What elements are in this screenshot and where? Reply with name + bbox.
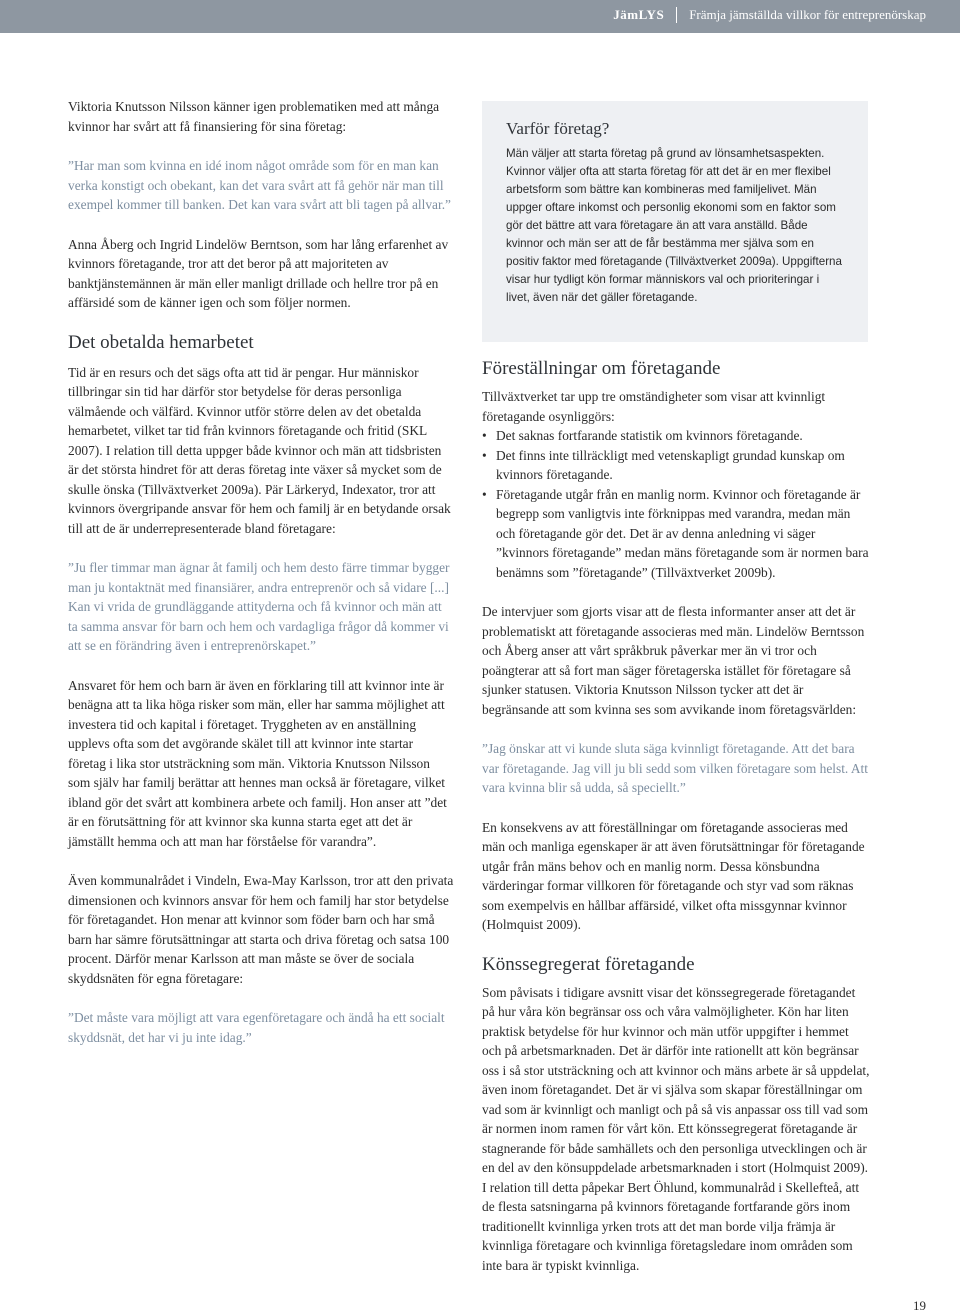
right-column: [482, 357, 870, 1275]
paragraph: Tillväxtverket tar upp tre omständigheter som visar att kvinnligt företagande osynliggörs:: [482, 389, 826, 424]
bullet-list: [482, 426, 870, 582]
paragraph: En konsekvens av att föreställningar om företagande associeras med män och manliga egenskaper är att även förutsättningar för företagande utgår från mäns behov och en manlig norm. Dessa könsbundna värderingar formar villkoren för företagande och styr vad som räknas som exempelvis en hållbar affärsidé, vilket ofta missgynnar kvinnor (Holmquist 2009).: [482, 819, 865, 932]
info-box-title: Varför företag?: [506, 119, 610, 138]
section-heading-hemarbete: Det obetalda hemarbetet: [68, 331, 254, 353]
paragraph: De intervjuer som gjorts visar att de flesta informanter anser att det är problematiskt att företagande associeras med män. Lindelöw Berntsson och Åberg anser att vårt språkbruk påverkar mer än vi tror och poängterar att så fort man säger företagerska istället för företagare så sjunker statusen. Viktoria Knutsson Nilsson tycker att det är begränsande att som kvinna ses som avvikande inom företagsvärlden:: [482, 604, 865, 717]
brand-label: JämLYS: [613, 7, 665, 22]
info-box: [482, 101, 868, 342]
paragraph: Ansvaret för hem och barn är även en förklaring till att kvinnor inte är benägna att ta lika höga risker som män, eller har samma möjlighet att investera tid och kapital i företaget. Tryggheten av en anställning upplevs ofta som det avgörande skälet till att kvinnor inte startar företag i lika stor utsträckning som män. Viktoria Knutsson Nilsson som själv har familj berättar att hennes man också är företagare, vilket ibland gör det svårt att kombinera arbete och familj. Hon anser att ”det är en förutsättning för att kvinnor ska kunna starta eget att det är jämställt hemma och att man har förståelse för varandra”.: [68, 677, 447, 849]
quote: ”Ju fler timmar man ägnar åt familj och hem desto färre timmar bygger man ju kontaktnät med finansiärer, andra entreprenör och så vidare [...] Kan vi vrida de grundläggande attityderna och få kvinnor och män att ta samma ansvar för barn och hem och vardagliga frågor då kommer vi att se en förändring även i entreprenörskapet.”: [68, 560, 450, 653]
section-heading-konssegregerat: Könssegregerat företagande: [482, 953, 695, 975]
list-item: • Företagande utgår från en manlig norm. Kvinnor och företagande är begrepp som vanligtvis inte förknippas med varandra, medan män och företagande gör det. Det är av denna anledning vi säger ”kvinnors företagande” medan mäns företagande som är normen bara benämns som ”företagande” (Tillväxtverket 2009b).: [482, 485, 870, 583]
header-divider: [676, 7, 677, 23]
paragraph: Tid är en resurs och det sägs ofta att tid är pengar. Hur människor tillbringar sin tid har därför stor betydelse för deras personliga välmående och välfärd. Kvinnor utför större delen av det obetalda hemarbetet, vilket tar tid från kvinnors företagande och fritid (SKL 2007). I relation till detta uppger både kvinnor och män att tidsbristen är det största hindret för att deras företag inte växer så mycket som de skulle önska (Tillväxtverket 2009a). Pär Lärkeryd, Indexator, tror att kvinnors övergripande ansvar för hem och familj är en betydande orsak till att de är underrepresenterade bland företagare:: [68, 364, 451, 536]
paragraph: Som påvisats i tidigare avsnitt visar det könssegregerade företagandet på hur våra kön begränsar oss och våra valmöjligheter. Kön har liten praktisk betydelse för hur kvinnor och män utför uppgifter i hemmet och på arbetsmarknaden. Det är därför inte rationellt att kön begränsar oss i så stor utsträckning och att kvinnor och mäns arbete är så uppdelat, även inom företagandet. Det är vi själva som skapar föreställningar om vad som är kvinnligt och manligt och på så vis anpassar oss till vad som är normen inom ramen för vårt kön. Ett könssegregerat företagande är stagnerande för både samhällets och den personliga utvecklingen och är en del av den könsuppdelade arbetsmarknaden i stort (Holmquist 2009). I relation till detta påpekar Bert Öhlund, kommunalråd i Skellefteå, att de flesta satsningarna på kvinnors företagande fortfarande görs inom traditionellt kvinnliga yrken trots att det man borde vilja främja är kvinnliga företagare och kvinnliga företagsledare inom områden som inte bara är typiskt kvinnliga.: [482, 984, 870, 1273]
quote: ”Har man som kvinna en idé inom något område som för en man kan verka konstigt och obekant, kan det vara svårt att få gehör när man till exempel kommer till banken. Det kan vara svårt att bli tagen på allvar.”: [68, 158, 451, 212]
header-bar: [0, 0, 960, 33]
paragraph: Även kommunalrådet i Vindeln, Ewa-May Karlsson, tror att den privata dimensionen och kvinnors ansvar för hem och familj har stor betydelse för företagandet. Hon menar att kvinnor som föder barn och har små barn har sämre förutsättningar att starta och driva företag och satsa 100 procent. Därför menar Karlsson att man måste se över de sociala skyddsnäten för egna företagare:: [68, 873, 454, 986]
header-subtitle: Främja jämställda villkor för entreprenörskap: [689, 7, 926, 22]
quote: ”Det måste vara möjligt att vara egenföretagare och ändå ha ett socialt skyddsnät, det har vi ju inte idag.”: [68, 1010, 445, 1045]
left-column: [68, 97, 454, 1047]
section-heading-forestallningar: Föreställningar om företagande: [482, 358, 721, 379]
list-item: • Det saknas fortfarande statistik om kvinnors företagande.: [482, 426, 870, 446]
paragraph: Anna Åberg och Ingrid Lindelöw Berntson, som har lång erfarenhet av kvinnors företagande, tror att det beror på att majoriteten av banktjänstemännen är män eller manligt drillade och hellre tror på en affärsidé som de känner igen och som följer normen.: [68, 236, 449, 310]
info-box-text: Män väljer att starta företag på grund av lönsamhetsaspekten. Kvinnor väljer ofta att starta företag för att det är en mer flexibel arbetsform som bättre kan kombineras med familjelivet. Män uppger oftare inkomst och personlig ekonomi som en faktor som gör det bättre att vara företagare än att vara anställd. Både kvinnor och män ser att de får bestämma mer själva som en positiv faktor med företagande (Tillväxtverket 2009a). Uppgifterna visar hur tydligt kön formar människors val och prioriteringar i livet, även när det gäller företagande.: [506, 147, 842, 304]
paragraph: Viktoria Knutsson Nilsson känner igen problematiken med att många kvinnor har svårt att få finansiering för sina företag:: [68, 99, 440, 134]
page-number: 19: [913, 1298, 926, 1313]
quote: ”Jag önskar att vi kunde sluta säga kvinnligt företagande. Att det bara var företagande. Jag vill ju bli sedd som vilken företagare som helst. Att vara kvinna blir så udda, så speciellt.”: [482, 741, 869, 795]
list-item: • Det finns inte tillräckligt med vetenskapligt grundad kunskap om kvinnors företagande.: [482, 446, 870, 485]
